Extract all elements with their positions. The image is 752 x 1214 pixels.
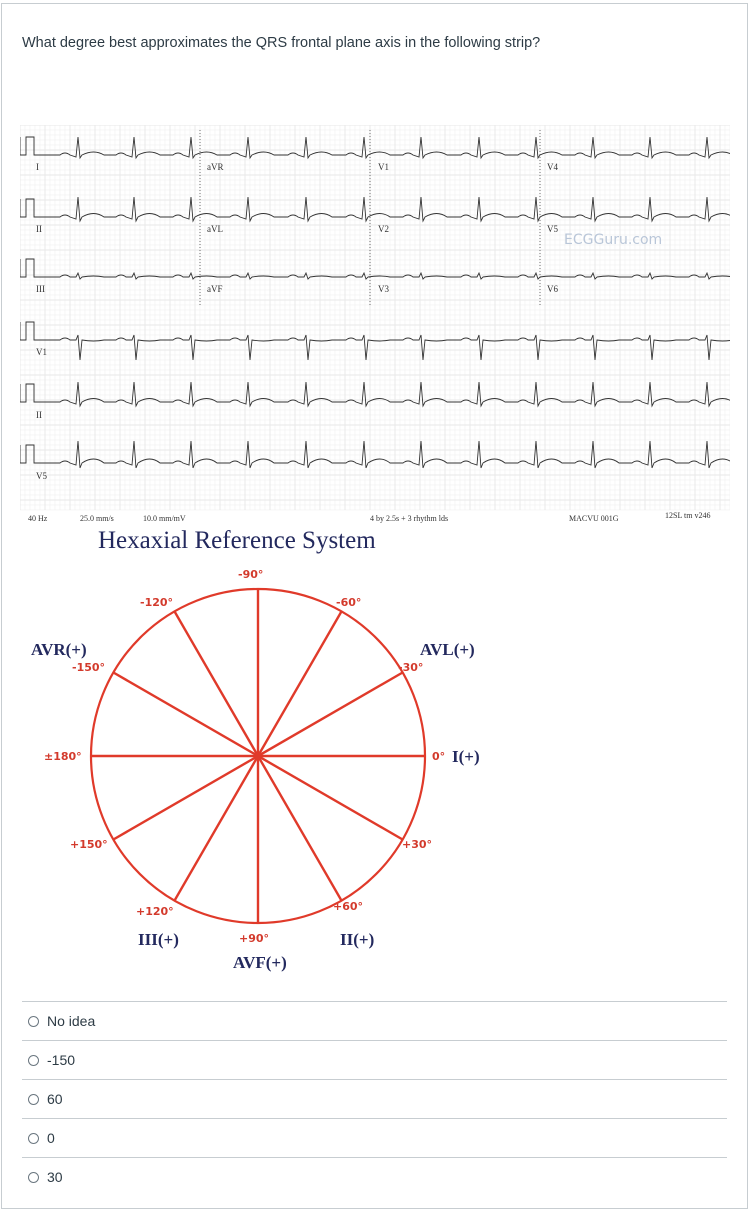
hexaxial-title: Hexaxial Reference System	[98, 527, 376, 554]
hexaxial-center	[254, 752, 262, 760]
lead-avr-positive: AVR(+)	[31, 640, 87, 659]
radio-button[interactable]	[28, 1172, 39, 1183]
choice-label: No idea	[47, 1013, 96, 1029]
lead-avl-positive: AVL(+)	[420, 640, 475, 659]
radio-button[interactable]	[28, 1055, 39, 1066]
lead-label-v1: V1	[36, 347, 47, 357]
ecg-footer-format: 4 by 2.5s + 3 rhythm lds	[370, 514, 449, 523]
angle-plus120: +120°	[136, 905, 174, 918]
answer-choices	[22, 1001, 727, 1196]
lead-label-avl: aVL	[207, 224, 223, 234]
lead-label-i: I	[36, 162, 39, 172]
lead-label-iii: III	[36, 284, 45, 294]
lead-label-v3: V3	[378, 284, 389, 294]
ecg-strip	[20, 125, 730, 528]
lead-label-v5-rhythm: V5	[36, 471, 47, 481]
lead-label-v6: V6	[547, 284, 558, 294]
lead-label-v2: V2	[378, 224, 389, 234]
angle-plus30: +30°	[402, 838, 433, 851]
lead-i-positive: I(+)	[452, 747, 480, 766]
ecg-footer-version: 12SL tm v246	[665, 511, 711, 520]
ecg-footer-device: MACVU 001G	[569, 514, 619, 523]
angle-plus90: +90°	[239, 932, 270, 945]
radio-button[interactable]	[28, 1094, 39, 1105]
choice-minus-150[interactable]	[22, 1040, 727, 1079]
radio-button[interactable]	[28, 1016, 39, 1027]
choice-label: -150	[47, 1052, 76, 1068]
lead-avf-positive: AVF(+)	[233, 953, 287, 972]
lead-label-v4: V4	[547, 162, 558, 172]
choice-30[interactable]	[22, 1157, 727, 1196]
angle-pm180: ±180°	[44, 750, 82, 763]
angle-plus150: +150°	[70, 838, 108, 851]
lead-label-ii-rhythm: II	[36, 410, 42, 420]
angle-minus60: -60°	[336, 596, 362, 609]
ecg-footer-speed: 25.0 mm/s	[80, 514, 114, 523]
choice-no-idea[interactable]	[22, 1001, 727, 1040]
angle-minus30: -30°	[398, 661, 424, 674]
angle-minus150: -150°	[72, 661, 106, 674]
angle-minus120: -120°	[140, 596, 174, 609]
lead-label-avf: aVF	[207, 284, 223, 294]
radio-button[interactable]	[28, 1133, 39, 1144]
ecg-footer-gain: 10.0 mm/mV	[143, 514, 186, 523]
lead-ii-positive: II(+)	[340, 930, 375, 949]
lead-label-avr: aVR	[207, 162, 224, 172]
ecg-graph	[20, 125, 730, 528]
choice-60[interactable]	[22, 1079, 727, 1118]
lead-label-v5: V5	[547, 224, 558, 234]
choice-label: 0	[47, 1130, 55, 1146]
question-text: What degree best approximates the QRS frontal plane axis in the following strip?	[22, 35, 541, 51]
lead-iii-positive: III(+)	[138, 930, 179, 949]
angle-plus60: +60°	[333, 900, 364, 913]
choice-label: 30	[47, 1169, 63, 1185]
angle-zero: 0°	[432, 750, 446, 763]
angle-minus90: -90°	[238, 568, 264, 581]
ecg-watermark: ECGGuru.com	[564, 232, 663, 248]
choice-label: 60	[47, 1091, 63, 1107]
choice-0[interactable]	[22, 1118, 727, 1157]
lead-label-ii: II	[36, 224, 42, 234]
ecg-footer-filter: 40 Hz	[28, 514, 48, 523]
lead-label-v1-chest: V1	[378, 162, 389, 172]
